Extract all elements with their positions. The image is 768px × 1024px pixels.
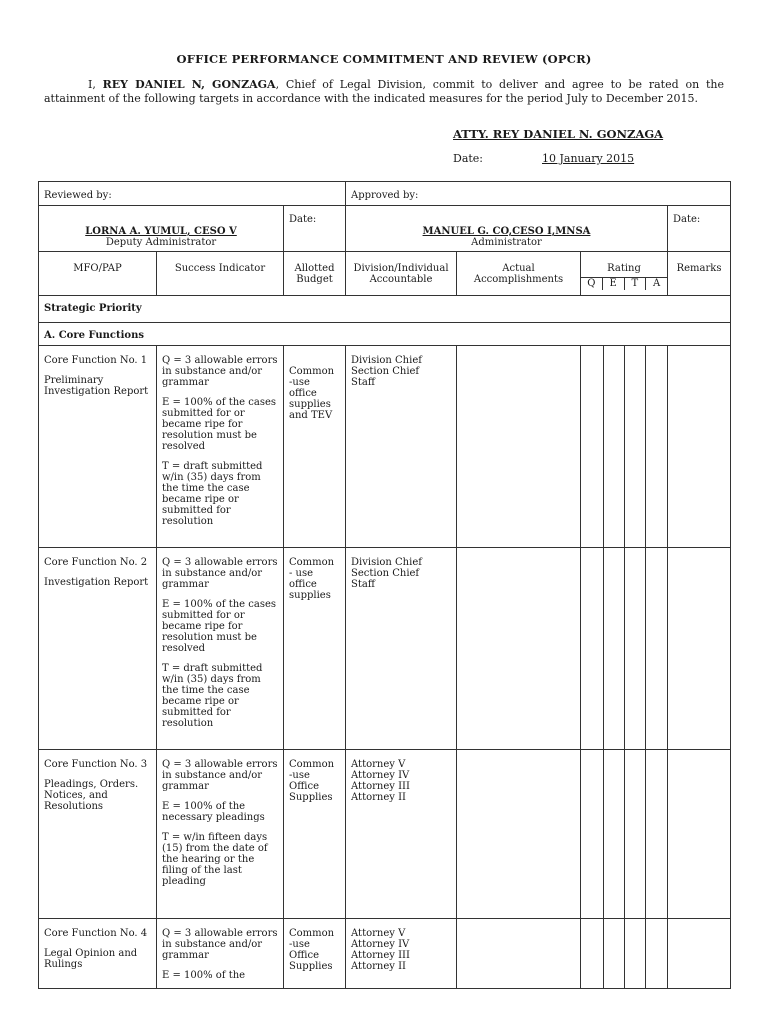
rating-e-cell	[604, 346, 625, 548]
mfo-cell	[39, 750, 157, 919]
rating-q-cell	[581, 548, 604, 750]
indicator-efficiency: E = 100% of the cases submitted for or became ripe for resolution must be resolved	[162, 599, 277, 654]
reviewer-name: LORNA A. YUMUL, CESO V	[85, 226, 237, 237]
indicator-quality: Q = 3 allowable errors in substance and/or grammar	[162, 759, 278, 792]
actual-accomplishments-cell	[457, 346, 581, 548]
division-item: Section Chief	[351, 366, 420, 377]
rating-t-cell	[625, 919, 646, 989]
indicator-timeliness: T = w/in fifteen days (15) from the date of the hearing or the filing of the last pleading	[162, 832, 268, 887]
division-item: Division Chief	[351, 355, 422, 366]
rating-t: T	[624, 278, 646, 290]
division-cell	[346, 919, 457, 989]
success-indicator-cell	[157, 548, 284, 750]
mfo-cell	[39, 548, 157, 750]
signer-date	[453, 152, 635, 165]
section-row	[39, 323, 731, 346]
rating-e-cell	[604, 548, 625, 750]
rating-e: E	[602, 278, 624, 290]
rating-a-cell	[646, 919, 668, 989]
col-division-accountable: Division/Individual Accountable	[346, 252, 457, 296]
rating-q-cell	[581, 919, 604, 989]
indicator-quality: Q = 3 allowable errors in substance and/or grammar	[162, 928, 278, 961]
division-item: Attorney IV	[351, 770, 410, 781]
reviewer-cell	[39, 206, 284, 252]
success-indicator-cell	[157, 750, 284, 919]
reviewer-date-label: Date:	[284, 206, 346, 252]
col-success-indicator: Success Indicator	[157, 252, 284, 296]
rating-a-cell	[646, 346, 668, 548]
rating-q: Q	[587, 278, 596, 289]
rating-subcolumns	[581, 277, 667, 290]
division-item: Attorney II	[351, 792, 406, 803]
section-row	[39, 296, 731, 323]
col-actual-accomplishments: Actual Accomplishments	[457, 252, 581, 296]
division-cell	[346, 750, 457, 919]
budget-cell: Common -use office supplies and TEV	[284, 346, 346, 548]
approver-date-label: Date:	[668, 206, 731, 252]
rating-q-cell	[581, 750, 604, 919]
approver-title: Administrator	[471, 237, 542, 248]
remarks-cell	[668, 346, 731, 548]
rating-e-cell	[604, 750, 625, 919]
indicator-timeliness: T = draft submitted w/in (35) days from the time the case became ripe or submitted for resolution	[162, 663, 263, 729]
remarks-cell	[668, 548, 731, 750]
signer-date-value: 10 January 2015	[542, 152, 635, 165]
mfo-cell	[39, 919, 157, 989]
division-item: Staff	[351, 377, 375, 388]
division-item: Attorney IV	[351, 939, 410, 950]
column-header-row	[39, 252, 731, 296]
division-item: Attorney V	[351, 928, 406, 939]
actual-accomplishments-cell	[457, 919, 581, 989]
core-function-number: Core Function No. 4	[44, 928, 148, 939]
budget-cell: Common - use office supplies	[284, 548, 346, 750]
core-function-name: Investigation Report	[44, 577, 149, 588]
section-strategic-priority: Strategic Priority	[39, 296, 731, 323]
remarks-cell	[668, 919, 731, 989]
document-title: OFFICE PERFORMANCE COMMITMENT AND REVIEW (OPCR)	[176, 52, 592, 66]
division-cell	[346, 548, 457, 750]
core-function-name: Legal Opinion and Rulings	[44, 948, 138, 970]
indicator-timeliness: T = draft submitted w/in (35) days from the time the case became ripe or submitted for resolution	[162, 461, 263, 527]
core-function-name: Preliminary Investigation Report	[44, 375, 149, 397]
indicator-quality: Q = 3 allowable errors in substance and/or grammar	[162, 355, 278, 388]
rating-a-cell	[646, 750, 668, 919]
division-item: Attorney III	[351, 781, 410, 792]
remarks-cell	[668, 750, 731, 919]
approver-name: MANUEL G. CO,CESO I,MNSA	[422, 226, 591, 237]
division-item: Attorney III	[351, 950, 410, 961]
signer-name: ATTY. REY DANIEL N. GONZAGA	[453, 127, 664, 141]
rating-label: Rating	[607, 263, 641, 274]
approval-names-row	[39, 206, 731, 252]
mfo-cell	[39, 346, 157, 548]
division-item: Division Chief	[351, 557, 422, 568]
indicator-efficiency: E = 100% of the necessary pleadings	[162, 801, 265, 823]
opcr-table	[38, 181, 731, 989]
section-core-functions: A. Core Functions	[39, 323, 731, 346]
actual-accomplishments-cell	[457, 548, 581, 750]
actual-accomplishments-cell	[457, 750, 581, 919]
table-row	[39, 548, 731, 750]
reviewed-by-label: Reviewed by:	[39, 182, 346, 206]
approver-cell	[346, 206, 668, 252]
core-function-name: Pleadings, Orders. Notices, and Resolutions	[44, 779, 139, 812]
division-item: Section Chief	[351, 568, 420, 579]
indicator-efficiency: E = 100% of the	[162, 970, 246, 981]
col-remarks: Remarks	[668, 252, 731, 296]
division-item: Staff	[351, 579, 375, 590]
table-row	[39, 750, 731, 919]
success-indicator-cell	[157, 346, 284, 548]
core-function-number: Core Function No. 1	[44, 355, 148, 366]
budget-cell: Common -use Office Supplies	[284, 750, 346, 919]
rating-t-cell	[625, 750, 646, 919]
col-mfo: MFO/PAP	[39, 252, 157, 296]
rating-q-cell	[581, 346, 604, 548]
core-function-number: Core Function No. 2	[44, 557, 148, 568]
indicator-efficiency: E = 100% of the cases submitted for or became ripe for resolution must be resolved	[162, 397, 277, 452]
budget-cell: Common -use Office Supplies	[284, 919, 346, 989]
rating-a-cell	[646, 548, 668, 750]
division-item: Attorney V	[351, 759, 406, 770]
pledge-text: , Chief of Legal Division, commit to deliver and agree to be rated on the attainment of the following targets in accordance with the indicated measures for the period July to December 2015.	[44, 78, 724, 105]
core-function-number: Core Function No. 3	[44, 759, 148, 770]
table-row	[39, 919, 731, 989]
reviewer-title: Deputy Administrator	[105, 237, 217, 248]
col-rating	[581, 252, 668, 296]
success-indicator-cell	[157, 919, 284, 989]
rating-t-cell	[625, 346, 646, 548]
division-item: Attorney II	[351, 961, 406, 972]
rating-t-cell	[625, 548, 646, 750]
table-row	[39, 346, 731, 548]
pledge-prefix: I,	[88, 78, 103, 91]
signer-date-label: Date:	[453, 152, 484, 165]
commitment-statement	[44, 78, 724, 106]
approved-by-label: Approved by:	[346, 182, 731, 206]
rating-a: A	[645, 278, 667, 290]
indicator-quality: Q = 3 allowable errors in substance and/or grammar	[162, 557, 278, 590]
pledge-name: REY DANIEL N, GONZAGA	[102, 78, 276, 91]
rating-e-cell	[604, 919, 625, 989]
approval-labels-row	[39, 182, 731, 206]
col-allotted-budget: Allotted Budget	[284, 252, 346, 296]
division-cell	[346, 346, 457, 548]
